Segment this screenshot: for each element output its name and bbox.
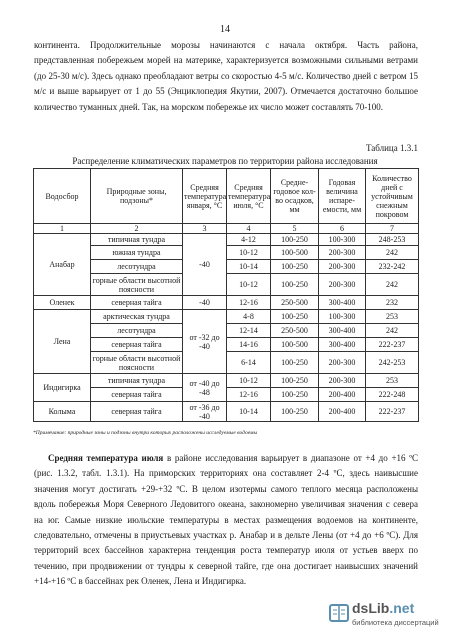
evaporation-cell: 200-300 (319, 246, 366, 260)
table-row (34, 296, 419, 310)
basin-cell: Индигирка (34, 374, 91, 402)
precipitation-cell: 100-500 (271, 338, 319, 352)
evaporation-cell: 200-300 (319, 352, 366, 374)
snow-days-cell: 253 (366, 310, 419, 324)
header-precipitation: Средне-годовое кол-во осадков, мм (271, 169, 319, 224)
jan-temp-cell: от -32 до -40 (183, 310, 227, 374)
snow-days-cell: 253 (366, 374, 419, 388)
basin-cell: Лена (34, 310, 91, 374)
jan-temp-cell: от -40 до -48 (183, 374, 227, 402)
evaporation-cell: 100-300 (319, 234, 366, 246)
evaporation-cell: 200-400 (319, 388, 366, 402)
july-temp-cell: 6-14 (227, 352, 271, 374)
july-temp-cell: 12-16 (227, 296, 271, 310)
zone-cell: северная тайга (91, 338, 183, 352)
zone-cell: северная тайга (91, 388, 183, 402)
basin-cell: Анабар (34, 234, 91, 296)
paragraph-top: континента. Продолжительные морозы начинаются с начала октября. Часть района, представленная побережьем морей на материке, характеризуется возможными сильными ветрами (до 25-30 м/с). Здесь однако преобладают ветры со скоростью 4-5 м/с. Количество дней с ветром 15 м/с и выше варьирует от 1 до 55 (Энциклопедия Якутии, 2007). Отмечается достаточно большое количество туманных дней. Так, на морском побережье их число может составлять 70-100. (34, 40, 418, 112)
snow-days-cell: 222-237 (366, 402, 419, 422)
header-zone: Природные зоны, подзоны* (91, 169, 183, 224)
evaporation-cell: 300-400 (319, 324, 366, 338)
column-number: 2 (91, 224, 183, 234)
paragraph-bottom (34, 451, 418, 590)
header-basin: Водосбор (34, 169, 91, 224)
zone-cell: северная тайга (91, 296, 183, 310)
column-number: 1 (34, 224, 91, 234)
precipitation-cell: 100-250 (271, 402, 319, 422)
column-number: 3 (183, 224, 227, 234)
precipitation-cell: 100-500 (271, 246, 319, 260)
zone-cell: горные области высотной поясности (91, 274, 183, 296)
paragraph-text: в районе исследования варьирует в диапазоне от +4 до +16 ºС (рис. 1.3.2, табл. 1.3.1). На приморских территориях она составляет 2-4 ºС, здесь наивысшие значения могут достигать +29-+32 ºС. В целом изотермы самого теплого месяца расположены вдоль побережья Моря Северного Ледовитого океана, закономерно увеличивая значения с севера на юг. Самые низкие июльские температуры в местах размещения водоемов на континенте, следовательно, отмечены в приустьевых участках р. Анабар и в дельте Лены (от +4 до +6 ºС). Для территорий всех бассейнов характерна тенденция роста температур июля от устьев вверх по течению, при продвижении от тундры к северной тайге, где она достигает наивысших значений +14-+16 ºС в бассейнах рек Оленек, Лена и Индигирка. (34, 453, 418, 587)
table-row (34, 310, 419, 324)
table-label: Таблица 1.3.1 (366, 143, 418, 153)
zone-cell: типичная тундра (91, 234, 183, 246)
watermark-logo-a: dsLib (352, 600, 390, 616)
snow-days-cell: 242-253 (366, 352, 419, 374)
table-row (34, 388, 419, 402)
watermark-logo (352, 600, 414, 616)
precipitation-cell: 100-250 (271, 274, 319, 296)
evaporation-cell: 300-400 (319, 338, 366, 352)
precipitation-cell: 100-250 (271, 388, 319, 402)
july-temp-cell: 10-14 (227, 402, 271, 422)
july-temp-cell: 10-14 (227, 260, 271, 274)
evaporation-cell: 200-300 (319, 260, 366, 274)
july-temp-cell: 10-12 (227, 246, 271, 260)
july-temp-cell: 10-12 (227, 274, 271, 296)
table-header-row (34, 169, 419, 224)
july-temp-cell: 12-16 (227, 388, 271, 402)
table-footnote: *Примечание: природные зоны и подзоны внутри которых расположены исследуемые водоемы (33, 430, 258, 436)
table-row (34, 234, 419, 246)
column-number-row (34, 224, 419, 234)
snow-days-cell: 242 (366, 274, 419, 296)
zone-cell: южная тундра (91, 246, 183, 260)
evaporation-cell: 300-400 (319, 296, 366, 310)
july-temp-cell: 4-8 (227, 310, 271, 324)
header-snow-days: Количество дней с устойчивым снежным покровом (366, 169, 419, 224)
book-icon (328, 602, 350, 624)
july-temp-cell: 4-12 (227, 234, 271, 246)
snow-days-cell: 248-253 (366, 234, 419, 246)
evaporation-cell: 200-300 (319, 274, 366, 296)
evaporation-cell: 200-400 (319, 402, 366, 422)
page-number: 14 (220, 24, 230, 35)
column-number: 6 (319, 224, 366, 234)
paragraph-lead: Средняя температура июля (48, 453, 164, 463)
table-row (34, 260, 419, 274)
july-temp-cell: 12-14 (227, 324, 271, 338)
zone-cell: лесотундра (91, 324, 183, 338)
july-temp-cell: 10-12 (227, 374, 271, 388)
zone-cell: лесотундра (91, 260, 183, 274)
header-jan-temp: Средняя температура января, °С (183, 169, 227, 224)
climate-table (33, 168, 419, 422)
precipitation-cell: 100-250 (271, 260, 319, 274)
precipitation-cell: 250-500 (271, 324, 319, 338)
watermark-subtitle: библиотека диссертаций (352, 618, 439, 627)
zone-cell: арктическая тундра (91, 310, 183, 324)
table-row (34, 374, 419, 388)
watermark-logo-b: .net (389, 600, 415, 616)
precipitation-cell: 100-250 (271, 310, 319, 324)
evaporation-cell: 100-300 (319, 310, 366, 324)
table-row (34, 402, 419, 422)
column-number: 5 (271, 224, 319, 234)
evaporation-cell: 200-300 (319, 374, 366, 388)
snow-days-cell: 242 (366, 324, 419, 338)
precipitation-cell: 100-250 (271, 352, 319, 374)
basin-cell: Оленек (34, 296, 91, 310)
header-evaporation: Годовая величина испаре-емости, мм (319, 169, 366, 224)
precipitation-cell: 100-250 (271, 234, 319, 246)
snow-days-cell: 232-242 (366, 260, 419, 274)
header-july-temp: Средняя температура июля, °С (227, 169, 271, 224)
column-number: 4 (227, 224, 271, 234)
jan-temp-cell: от -36 до -40 (183, 402, 227, 422)
precipitation-cell: 100-250 (271, 374, 319, 388)
table-row (34, 274, 419, 296)
jan-temp-cell: -40 (183, 234, 227, 296)
snow-days-cell: 232 (366, 296, 419, 310)
jan-temp-cell: -40 (183, 296, 227, 310)
table-row (34, 246, 419, 260)
july-temp-cell: 14-16 (227, 338, 271, 352)
precipitation-cell: 250-500 (271, 296, 319, 310)
zone-cell: типичная тундра (91, 374, 183, 388)
column-number: 7 (366, 224, 419, 234)
table-row (34, 352, 419, 374)
zone-cell: северная тайга (91, 402, 183, 422)
snow-days-cell: 222-237 (366, 338, 419, 352)
snow-days-cell: 222-248 (366, 388, 419, 402)
snow-days-cell: 242 (366, 246, 419, 260)
zone-cell: горные области высотной поясности (91, 352, 183, 374)
table-caption: Распределение климатических параметров по территории района исследования (72, 156, 378, 166)
table-row (34, 324, 419, 338)
table-row (34, 338, 419, 352)
basin-cell: Колыма (34, 402, 91, 422)
watermark (328, 600, 440, 632)
